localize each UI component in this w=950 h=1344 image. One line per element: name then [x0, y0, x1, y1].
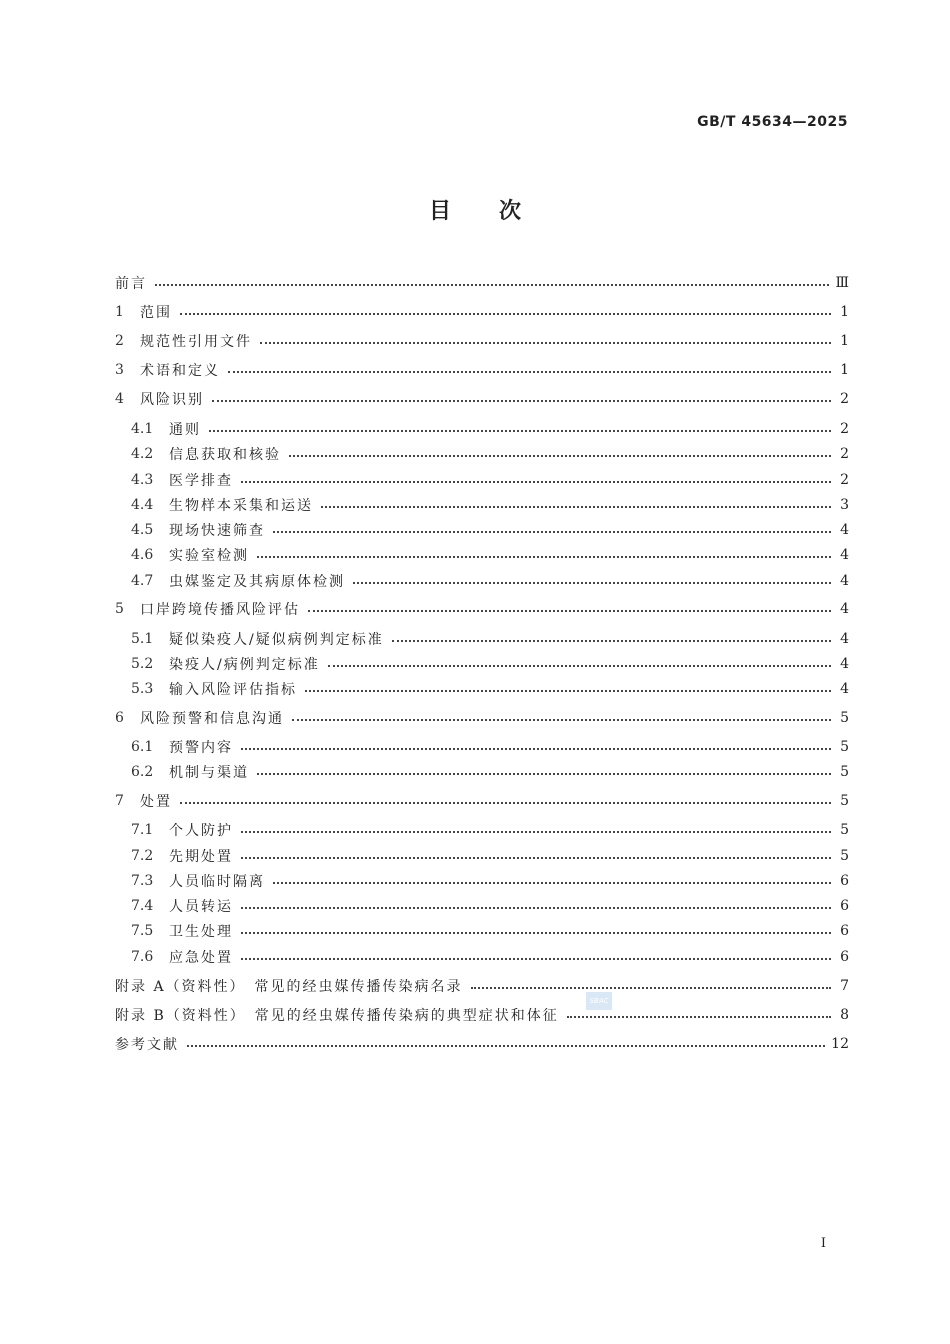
dot-leader — [241, 907, 831, 909]
toc-entry-number: 4.7 — [131, 573, 154, 589]
toc-entry-page: 4 — [840, 631, 849, 647]
toc-entry-label: 附录 A（资料性） 常见的经虫媒传播传染病名录 — [115, 979, 463, 995]
dot-leader — [241, 831, 831, 833]
toc-entry-label: 预警内容 — [169, 740, 233, 756]
toc-entry-label: 医学排查 — [169, 473, 233, 489]
toc-entry-page: 2 — [840, 472, 849, 488]
toc-entry-page: 5 — [840, 710, 849, 726]
toc-entry-number: 7.1 — [131, 822, 154, 838]
toc-entry-number: 6.1 — [131, 739, 154, 755]
toc-entry-label: 范围 — [140, 305, 172, 321]
dot-leader — [187, 1045, 825, 1047]
toc-entry-page: 4 — [840, 601, 849, 617]
watermark-stamp: SBAC — [586, 992, 612, 1010]
toc-entry-number: 2 — [115, 333, 124, 349]
dot-leader — [321, 506, 831, 508]
toc-entry-number: 4.5 — [131, 522, 154, 538]
toc-entry[interactable] — [131, 517, 849, 543]
toc-entry[interactable] — [115, 973, 849, 999]
toc-entry-number: 7.5 — [131, 923, 154, 939]
toc-entry-page: 4 — [840, 573, 849, 589]
toc-entry-label: 卫生处理 — [169, 924, 233, 940]
toc-entry[interactable] — [131, 416, 849, 442]
toc-entry[interactable] — [115, 328, 849, 354]
toc-entry-page: 4 — [840, 522, 849, 538]
toc-entry-number: 1 — [115, 304, 124, 320]
page-title: 目次 — [428, 199, 569, 224]
page-number: I — [820, 1236, 826, 1251]
toc-entry-label: 机制与渠道 — [169, 765, 249, 781]
toc-entry-number: 7.6 — [131, 949, 154, 965]
toc-entry-number: 5.1 — [131, 631, 154, 647]
toc-entry-page: 5 — [840, 764, 849, 780]
dot-leader — [273, 531, 831, 533]
toc-entry-label: 染疫人/病例判定标准 — [169, 657, 320, 673]
toc-entry-label: 人员临时隔离 — [169, 874, 265, 890]
toc-entry-number: 4.4 — [131, 497, 154, 513]
toc-entry[interactable] — [131, 626, 849, 652]
toc-entry[interactable] — [131, 843, 849, 869]
dot-leader — [292, 719, 831, 721]
toc-entry[interactable] — [115, 299, 849, 325]
dot-leader — [155, 284, 829, 286]
standard-code: GB/T 45634—2025 — [697, 114, 848, 130]
toc-entry-label: 参考文献 — [115, 1037, 179, 1053]
dot-leader — [241, 958, 831, 960]
dot-leader — [260, 342, 831, 344]
toc-entry[interactable] — [131, 734, 849, 760]
dot-leader — [308, 610, 831, 612]
toc-entry-page: 5 — [840, 848, 849, 864]
toc-entry-label: 个人防护 — [169, 823, 233, 839]
toc-entry-page: 3 — [840, 497, 849, 513]
toc-entry[interactable] — [115, 1002, 849, 1028]
toc-entry-number: 5 — [115, 601, 124, 617]
dot-leader — [392, 640, 831, 642]
toc-entry[interactable] — [115, 788, 849, 814]
toc-entry-page: 6 — [840, 873, 849, 889]
toc-entry[interactable] — [115, 357, 849, 383]
toc-entry-number: 5.3 — [131, 681, 154, 697]
toc-entry-number: 4.6 — [131, 547, 154, 563]
toc-entry-label: 口岸跨境传播风险评估 — [140, 602, 300, 618]
toc-entry-page: 8 — [840, 1007, 849, 1023]
toc-entry-number: 4 — [115, 391, 124, 407]
toc-entry[interactable] — [115, 705, 849, 731]
toc-entry[interactable] — [131, 676, 849, 702]
dot-leader — [273, 882, 831, 884]
toc-entry[interactable] — [131, 759, 849, 785]
toc-entry-number: 4.3 — [131, 472, 154, 488]
toc-entry-page: 5 — [840, 822, 849, 838]
toc-entry-label: 生物样本采集和运送 — [169, 498, 313, 514]
toc-entry-page: 5 — [840, 793, 849, 809]
dot-leader — [328, 665, 831, 667]
toc-entry[interactable] — [115, 386, 849, 412]
toc-entry-page: 2 — [840, 421, 849, 437]
toc-entry-page: 6 — [840, 898, 849, 914]
toc-entry[interactable] — [131, 651, 849, 677]
toc-entry-page: 12 — [831, 1036, 849, 1052]
toc-entry-page: 5 — [840, 739, 849, 755]
dot-leader — [180, 802, 831, 804]
toc-entry-label: 先期处置 — [169, 849, 233, 865]
dot-leader — [353, 582, 831, 584]
toc-entry-label: 输入风险评估指标 — [169, 682, 297, 698]
toc-entry-label: 虫媒鉴定及其病原体检测 — [169, 574, 345, 590]
toc-entry-page: 2 — [840, 446, 849, 462]
toc-entry-page: 7 — [840, 978, 849, 994]
toc-entry-page: 6 — [840, 949, 849, 965]
dot-leader — [567, 1016, 831, 1018]
toc-entry-number: 6 — [115, 710, 124, 726]
dot-leader — [228, 371, 831, 373]
dot-leader — [241, 857, 831, 859]
toc-entry-label: 应急处置 — [169, 950, 233, 966]
toc-entry-number: 5.2 — [131, 656, 154, 672]
toc-entry-number: 7 — [115, 793, 124, 809]
toc-entry[interactable] — [131, 817, 849, 843]
dot-leader — [241, 932, 831, 934]
toc-entry-label: 附录 B（资料性） 常见的经虫媒传播传染病的典型症状和体征 — [115, 1008, 559, 1024]
toc-entry-label: 前言 — [115, 276, 147, 292]
dot-leader — [471, 987, 831, 989]
toc-entry-label: 现场快速筛查 — [169, 523, 265, 539]
dot-leader — [241, 748, 831, 750]
toc-entry[interactable] — [115, 270, 849, 296]
toc-entry-number: 7.3 — [131, 873, 154, 889]
toc-entry-label: 规范性引用文件 — [140, 334, 252, 350]
toc-entry-label: 人员转运 — [169, 899, 233, 915]
toc-entry[interactable] — [131, 492, 849, 518]
toc-entry[interactable] — [131, 441, 849, 467]
dot-leader — [180, 313, 831, 315]
toc-entry-number: 4.1 — [131, 421, 154, 437]
toc-entry[interactable] — [115, 1031, 849, 1057]
toc-entry-number: 4.2 — [131, 446, 154, 462]
dot-leader — [289, 455, 831, 457]
toc-entry[interactable] — [131, 868, 849, 894]
dot-leader — [257, 773, 831, 775]
toc-entry-page: 4 — [840, 681, 849, 697]
toc-entry[interactable] — [131, 893, 849, 919]
dot-leader — [241, 481, 831, 483]
toc-entry-page: 1 — [840, 333, 849, 349]
toc-entry-page: 2 — [840, 391, 849, 407]
toc-entry-page: 1 — [840, 304, 849, 320]
toc-entry-label: 风险预警和信息沟通 — [140, 711, 284, 727]
dot-leader — [257, 556, 831, 558]
toc-entry[interactable] — [131, 918, 849, 944]
toc-entry-label: 疑似染疫人/疑似病例判定标准 — [169, 632, 384, 648]
toc-entry[interactable] — [131, 542, 849, 568]
toc-entry-label: 术语和定义 — [140, 363, 220, 379]
toc-entry-page: 4 — [840, 547, 849, 563]
toc-entry-page: 6 — [840, 923, 849, 939]
toc-entry-label: 信息获取和核验 — [169, 447, 281, 463]
dot-leader — [212, 400, 831, 402]
toc-entry[interactable] — [131, 467, 849, 493]
toc-entry-page: 4 — [840, 656, 849, 672]
dot-leader — [305, 690, 831, 692]
dot-leader — [209, 430, 831, 432]
toc-entry-number: 7.2 — [131, 848, 154, 864]
toc-entry-label: 通则 — [169, 422, 201, 438]
toc-entry-number: 7.4 — [131, 898, 154, 914]
toc-entry-label: 实验室检测 — [169, 548, 249, 564]
toc-entry-label: 处置 — [140, 794, 172, 810]
toc-entry[interactable] — [131, 568, 849, 594]
toc-entry-page: 1 — [840, 362, 849, 378]
toc-entry[interactable] — [115, 596, 849, 622]
toc-entry-label: 风险识别 — [140, 392, 204, 408]
toc-entry[interactable] — [131, 944, 849, 970]
toc-entry-number: 6.2 — [131, 764, 154, 780]
toc-entry-page: Ⅲ — [835, 275, 849, 291]
toc-entry-number: 3 — [115, 362, 124, 378]
